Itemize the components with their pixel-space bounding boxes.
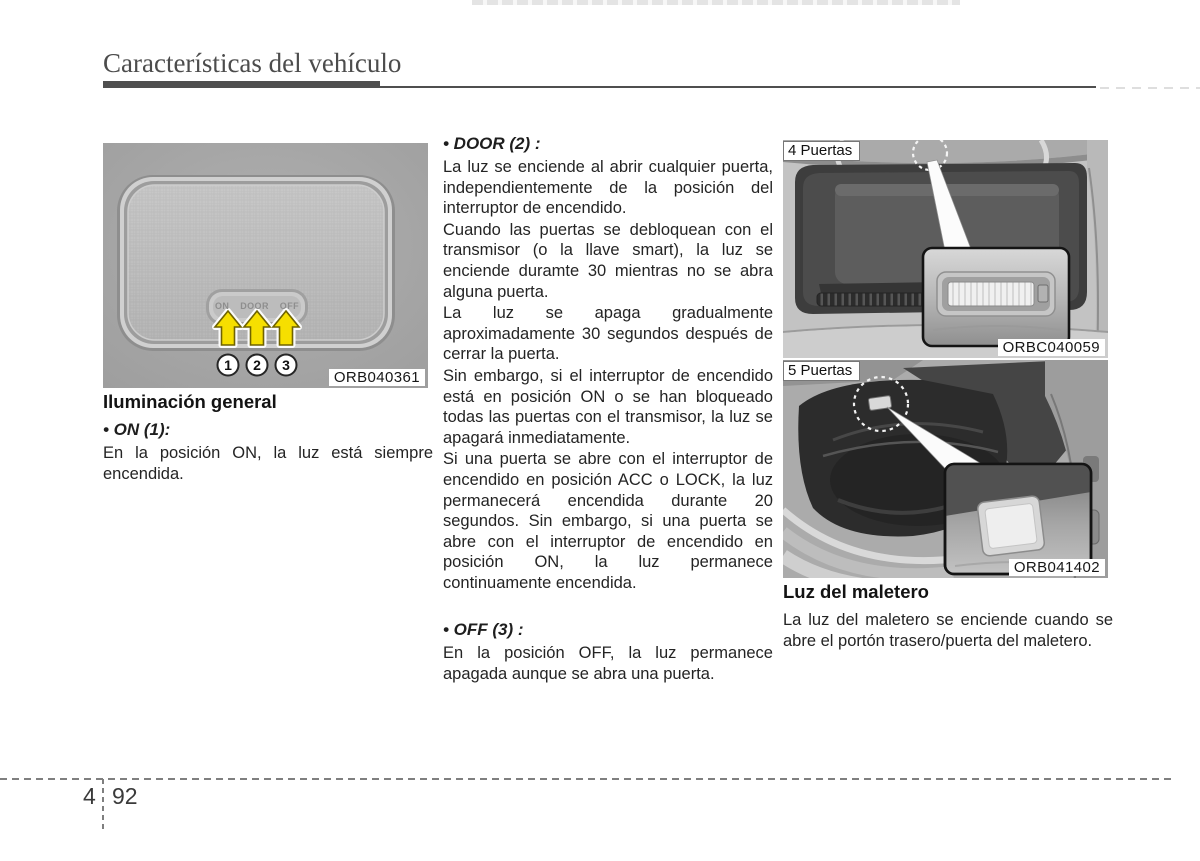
- switch-label-off: OFF: [279, 301, 299, 311]
- scan-edge-mark: [472, 0, 960, 5]
- door-item-label: • DOOR (2) :: [443, 134, 541, 153]
- page-number: 92: [112, 783, 138, 809]
- footer-dashed-divider: [102, 779, 104, 832]
- figure-code: ORBC040059: [998, 339, 1105, 356]
- dome-light-illustration: [103, 143, 428, 388]
- figure-code: ORB040361: [329, 369, 425, 386]
- page-title: Características del vehículo: [103, 48, 402, 78]
- callout-number-2: 2: [253, 357, 261, 373]
- figure-trunk-4-doors: [783, 140, 1108, 358]
- cargo-lamp-lens: [948, 282, 1034, 306]
- title-underline-thin: [380, 86, 1096, 88]
- figure-variant-label: 4 Puertas: [783, 141, 860, 161]
- switch-label-door: DOOR: [240, 301, 269, 311]
- title-underline-thick: [103, 81, 380, 88]
- figure-cargo-5-doors: [783, 360, 1108, 578]
- door-paragraph: La luz se apaga gradualmente aproximadamente 30 segundos después de cerrar la puerta.: [443, 304, 773, 364]
- section-heading: Iluminación general: [103, 391, 277, 412]
- door-paragraph: Cuando las puertas se debloquean con el transmisor (o la llave smart), la luz se enciende duramte 30 mientras no se abra alguna puerta.: [443, 220, 773, 301]
- section-spacer: [443, 594, 773, 620]
- door-paragraph: Sin embargo, si el interruptor de encendido está en posición ON o se han bloqueado todas las puertas con el transmisor, la luz se apagará inmediatamente.: [443, 366, 773, 447]
- switch-label-on: ON: [215, 301, 230, 311]
- luggage-lamp-body: La luz del maletero se enciende cuando se abre el portón trasero/puerta del maletero.: [783, 611, 1113, 650]
- door-off-section: [443, 134, 773, 686]
- figure-variant-label: 5 Puertas: [783, 361, 860, 381]
- off-item-body: En la posición OFF, la luz permanece apagada aunque se abra una puerta.: [443, 644, 773, 684]
- luggage-lamp-inset: [977, 495, 1045, 556]
- general-illumination-section: [103, 391, 433, 485]
- trunk-4-doors-illustration: [783, 140, 1108, 358]
- cargo-5-doors-illustration: [783, 360, 1108, 578]
- door-paragraph: La luz se enciende al abrir cualquier puerta, independientemente de la posición del interruptor de encendido.: [443, 158, 773, 218]
- section-heading: Luz del maletero: [783, 581, 929, 602]
- arrow-icons: [215, 311, 299, 345]
- title-underline-dashes: [1100, 87, 1200, 89]
- chapter-number: 4: [83, 783, 96, 809]
- figure-dome-light: [103, 143, 428, 388]
- footer-dashed-line: [0, 778, 1172, 780]
- off-item-label: • OFF (3) :: [443, 620, 524, 640]
- on-item-body: En la posición ON, la luz está siempre encendida.: [103, 444, 433, 483]
- figure-code: ORB041402: [1009, 559, 1105, 576]
- callout-numbers: [218, 355, 297, 376]
- callout-number-3: 3: [282, 357, 290, 373]
- luggage-lamp-section: [783, 581, 1113, 652]
- on-item-label: • ON (1):: [103, 420, 171, 439]
- door-paragraph: Si una puerta se abre con el interruptor de encendido en posición ACC o LOCK, la luz permanecerá encendida durante 20 segundos. Sin embargo, si una puerta se abre con el interruptor de encendido en posición ON, la luz permanece continuamente encendida.: [443, 450, 773, 592]
- switch-position-labels: [215, 301, 299, 311]
- callout-number-1: 1: [224, 357, 232, 373]
- lamp-switch: [1038, 285, 1048, 302]
